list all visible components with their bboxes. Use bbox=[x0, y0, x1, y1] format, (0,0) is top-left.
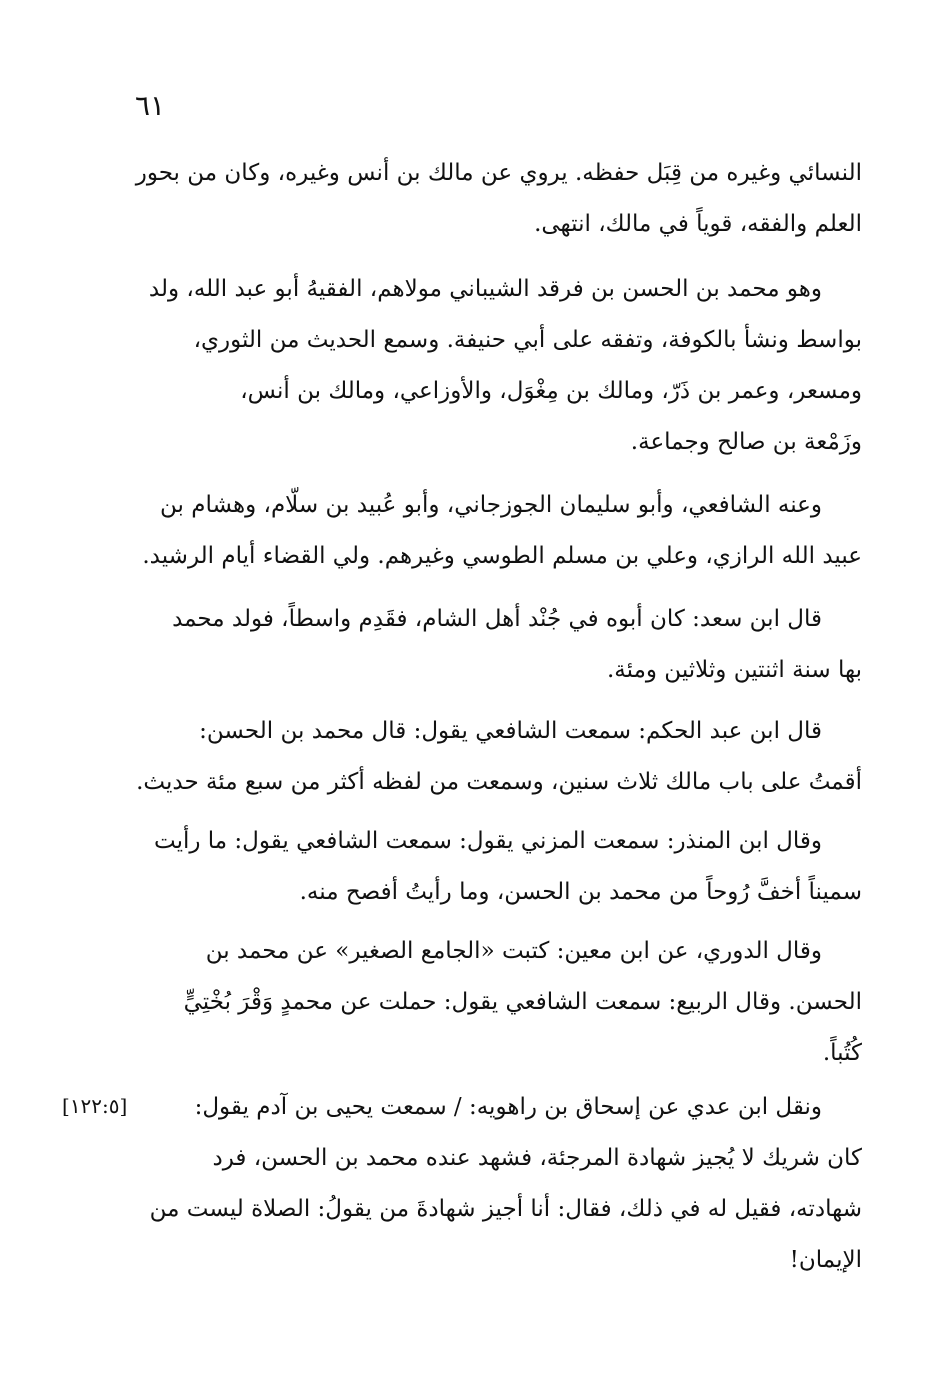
text-line: وزَمْعة بن صالح وجماعة. bbox=[630, 429, 862, 455]
text-line: بها سنة اثنتين وثلاثين ومئة. bbox=[606, 657, 862, 683]
paragraph bbox=[130, 148, 862, 250]
paragraph bbox=[130, 926, 862, 1079]
text-line: قال ابن عبد الحكم: سمعت الشافعي يقول: قال محمد بن الحسن: bbox=[199, 718, 822, 744]
text-line: ومسعر، وعمر بن ذَرّ، ومالك بن مِغْوَل، والأوزاعي، ومالك بن أنس، bbox=[240, 378, 862, 404]
paragraph bbox=[130, 594, 862, 696]
paragraph bbox=[130, 264, 862, 468]
text-line: وعنه الشافعي، وأبو سليمان الجوزجاني، وأبو عُبيد بن سلّام، وهشام بن bbox=[159, 492, 822, 518]
margin-reference: [١٢٢:٥] bbox=[62, 1094, 128, 1118]
paragraph bbox=[130, 480, 862, 582]
text-line: عبيد الله الرازي، وعلي بن مسلم الطوسي وغيرهم. ولي القضاء أيام الرشيد. bbox=[142, 543, 862, 569]
text-line: أقمتُ على باب مالك ثلاث سنين، وسمعت من لفظه أكثر من سبع مئة حديث. bbox=[136, 769, 862, 795]
paragraph bbox=[130, 706, 862, 808]
paragraph bbox=[130, 1082, 862, 1286]
text-line: الحسن. وقال الربيع: سمعت الشافعي يقول: حملت عن محمدٍ وَقْرَ بُخْتِيٍّ bbox=[183, 989, 862, 1015]
text-line: بواسط ونشأ بالكوفة، وتفقه على أبي حنيفة. وسمع الحديث من الثوري، bbox=[193, 327, 862, 353]
text-line: كُتُباً. bbox=[822, 1040, 862, 1066]
text-line: سميناً أخفَّ رُوحاً من محمد بن الحسن، وما رأيتُ أفصح منه. bbox=[299, 879, 862, 905]
text-line: النسائي وغيره من قِبَل حفظه. يروي عن مالك بن أنس وغيره، وكان من بحور bbox=[135, 160, 862, 186]
text-line: وقال ابن المنذر: سمعت المزني يقول: سمعت الشافعي يقول: ما رأيت bbox=[154, 828, 822, 854]
text-line: ونقل ابن عدي عن إسحاق بن راهويه: / سمعت يحيى بن آدم يقول: bbox=[194, 1094, 822, 1120]
text-line: العلم والفقه، قوياً في مالك، انتهى. bbox=[534, 211, 862, 237]
page-number: ٦١ bbox=[134, 89, 166, 122]
text-line: شهادته، فقيل له في ذلك، فقال: أنا أجيز شهادةَ من يقولُ: الصلاة ليست من bbox=[149, 1196, 862, 1222]
text-line: الإيمان! bbox=[789, 1247, 862, 1273]
text-line: وهو محمد بن الحسن بن فرقد الشيباني مولاهم، الفقيهُ أبو عبد الله، ولد bbox=[148, 276, 822, 302]
text-line: وقال الدوري، عن ابن معين: كتبت «الجامع الصغير» عن محمد بن bbox=[205, 938, 822, 964]
paragraph bbox=[130, 816, 862, 918]
text-line: كان شريك لا يُجيز شهادة المرجئة، فشهد عنده محمد بن الحسن، فرد bbox=[212, 1145, 862, 1171]
text-line: قال ابن سعد: كان أبوه في جُنْد أهل الشام، فقَدِم واسطاً، فولد محمد bbox=[172, 606, 822, 632]
